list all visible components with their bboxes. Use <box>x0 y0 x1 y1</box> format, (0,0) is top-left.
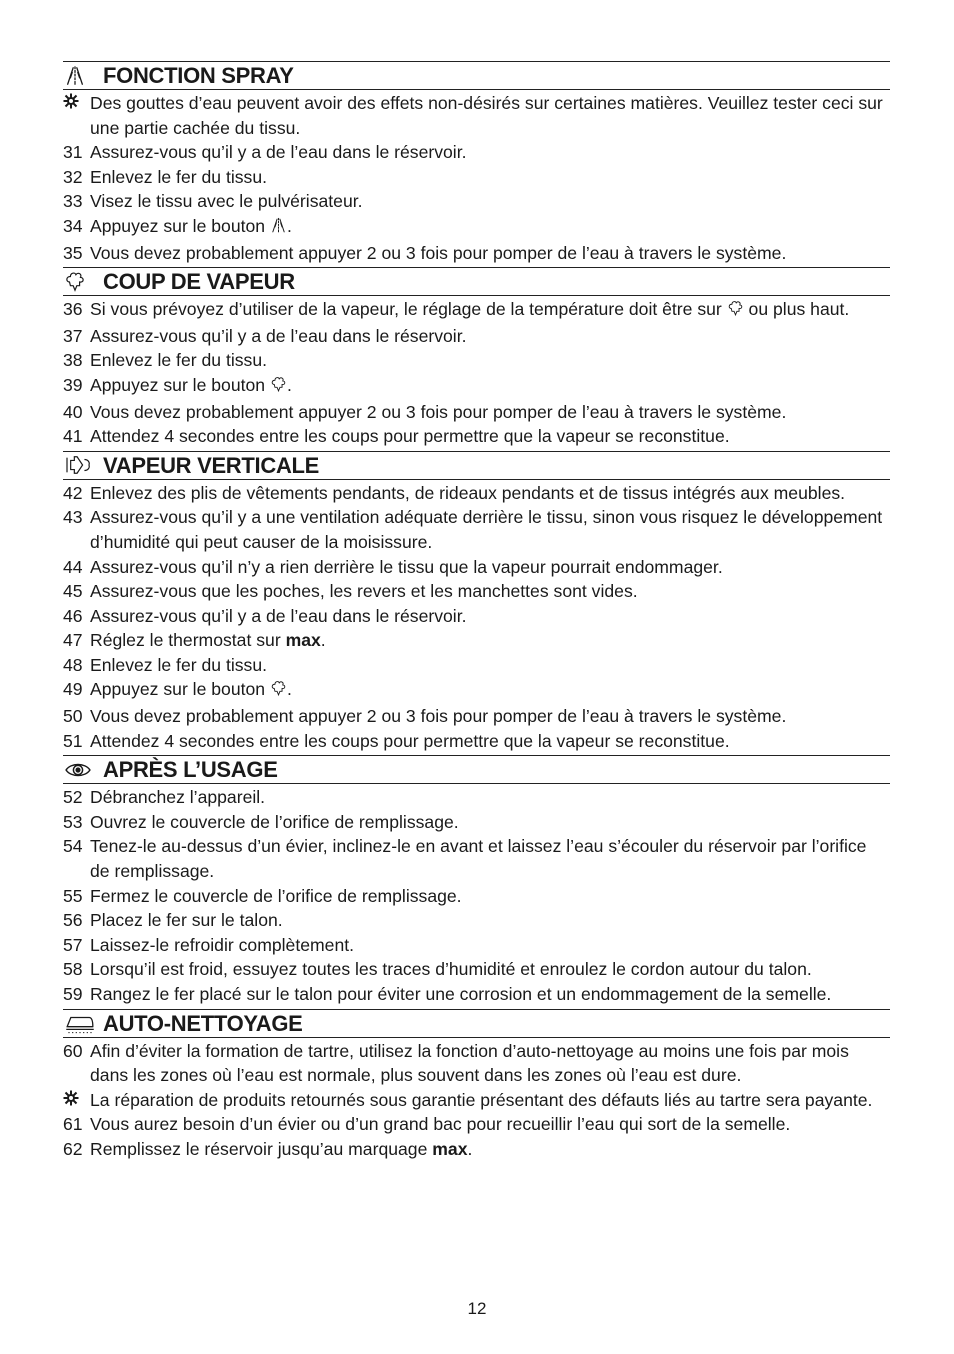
list-item <box>63 165 890 190</box>
list-item <box>63 957 890 982</box>
item-text: Tenez-le au-dessus d’un évier, inclinez-le en avant et laissez l’eau s’écouler du réservoir par l’orifice de remplissage. <box>90 836 867 882</box>
item-number: 62 <box>63 1138 83 1159</box>
list-item <box>63 785 890 810</box>
item-number: 53 <box>63 811 83 832</box>
list-item <box>63 628 890 653</box>
item-text: Assurez-vous qu’il y a de l’eau dans le réservoir. <box>90 142 467 163</box>
steam-shot-icon <box>270 375 287 400</box>
list-item <box>63 214 890 241</box>
list-item <box>63 579 890 604</box>
list-item <box>63 424 890 449</box>
list-item <box>63 604 890 629</box>
section-header <box>63 755 890 784</box>
list-item <box>63 400 890 425</box>
list-item <box>63 241 890 266</box>
section-header <box>63 451 890 480</box>
item-text: Vous aurez besoin d’un évier ou d’un grand bac pour recueillir l’eau qui sort de la semelle. <box>90 1114 791 1135</box>
list-item <box>63 1112 890 1137</box>
item-number: 46 <box>63 605 83 626</box>
list-item <box>63 1039 890 1088</box>
bold-term: max <box>285 630 321 651</box>
list-item <box>63 933 890 958</box>
item-text: Enlevez le fer du tissu. <box>90 166 268 187</box>
item-text: Vous devez probablement appuyer 2 ou 3 fois pour pomper de l’eau à travers le système. <box>90 706 787 727</box>
item-text: Placez le fer sur le talon. <box>90 910 283 931</box>
section-title: APRÈS L’USAGE <box>103 757 278 783</box>
item-number: 49 <box>63 679 83 700</box>
item-text: Laissez-le refroidir complètement. <box>90 934 355 955</box>
item-text: Réglez le thermostat sur max. <box>90 630 326 651</box>
item-number: 35 <box>63 242 83 263</box>
section-title: COUP DE VAPEUR <box>103 269 295 295</box>
item-text: Lorsqu’il est froid, essuyez toutes les traces d’humidité et enroulez le cordon autour du talon. <box>90 959 812 980</box>
item-text: Remplissez le réservoir jusqu’au marquage max. <box>90 1138 473 1159</box>
list-item <box>63 1137 890 1162</box>
page-number: 12 <box>467 1299 487 1318</box>
item-number: 60 <box>63 1040 83 1061</box>
item-number: 59 <box>63 984 83 1004</box>
item-text: Assurez-vous qu’il n’y a rien derrière le tissu que la vapeur pourrait endommager. <box>90 556 723 577</box>
section-title: AUTO-NETTOYAGE <box>103 1010 303 1036</box>
section-title: VAPEUR VERTICALE <box>103 452 320 478</box>
item-number: 34 <box>63 215 83 236</box>
list-item <box>63 908 890 933</box>
item-text: Visez le tissu avec le pulvérisateur. <box>90 191 363 212</box>
list-item <box>63 677 890 704</box>
item-number: 39 <box>63 374 83 395</box>
item-number: 31 <box>63 142 83 163</box>
item-text: Vous devez probablement appuyer 2 ou 3 fois pour pomper de l’eau à travers le système. <box>90 242 787 263</box>
item-text: Appuyez sur le bouton . <box>90 214 890 241</box>
item-number: 41 <box>63 426 83 447</box>
section-header <box>63 1009 890 1038</box>
list-item <box>63 324 890 349</box>
item-number: 58 <box>63 959 83 980</box>
list-item <box>63 505 890 554</box>
list-item <box>63 704 890 729</box>
item-text: Attendez 4 secondes entre les coups pour permettre que la vapeur se reconstitue. <box>90 426 730 447</box>
item-number: 61 <box>63 1114 83 1135</box>
steam-shot-icon <box>63 267 103 296</box>
self-clean-icon <box>63 1009 103 1038</box>
item-text: Appuyez sur le bouton . <box>90 373 890 400</box>
item-text: Vous devez probablement appuyer 2 ou 3 fois pour pomper de l’eau à travers le système. <box>90 401 787 422</box>
list-item <box>63 834 890 883</box>
item-number: 55 <box>63 885 83 906</box>
item-text: Appuyez sur le bouton . <box>90 677 890 704</box>
item-number: 37 <box>63 325 83 346</box>
item-text: Assurez-vous qu’il y a de l’eau dans le réservoir. <box>90 605 467 626</box>
warning-item <box>63 91 890 140</box>
list-item <box>63 982 890 1007</box>
item-text: Rangez le fer placé sur le talon pour éviter une corrosion et un endommagement de la semelle. <box>90 984 832 1004</box>
item-text: Enlevez le fer du tissu. <box>90 350 268 371</box>
item-number: 32 <box>63 166 83 187</box>
item-number: 45 <box>63 581 83 602</box>
list-item <box>63 729 890 754</box>
instruction-list <box>63 481 890 754</box>
manual-page <box>63 61 890 1164</box>
item-text: Ouvrez le couvercle de l’orifice de remplissage. <box>90 811 459 832</box>
instruction-list <box>63 785 890 1006</box>
item-number: 42 <box>63 482 83 503</box>
item-number: 36 <box>63 299 83 320</box>
warning-star-icon <box>63 93 79 109</box>
section-title: FONCTION SPRAY <box>103 63 294 88</box>
item-number: 54 <box>63 836 83 857</box>
item-number: 50 <box>63 706 83 727</box>
instruction-list <box>63 297 890 449</box>
item-number: 44 <box>63 556 83 577</box>
spray-icon <box>270 216 287 241</box>
section-header <box>63 267 890 296</box>
item-text: Fermez le couvercle de l’orifice de remplissage. <box>90 885 462 906</box>
item-number: 33 <box>63 191 83 212</box>
eye-icon <box>63 755 103 784</box>
item-text: Assurez-vous que les poches, les revers et les manchettes sont vides. <box>90 581 638 602</box>
item-text: Débranchez l’appareil. <box>90 787 266 808</box>
item-text: Attendez 4 secondes entre les coups pour permettre que la vapeur se reconstitue. <box>90 730 730 751</box>
item-text: Afin d’éviter la formation de tartre, utilisez la fonction d’auto-nettoyage au moins une fois par mois dans les zones où l’eau est normale, plus souvent dans les zones où l’eau est dure. <box>90 1040 849 1086</box>
list-item <box>63 653 890 678</box>
list-item <box>63 373 890 400</box>
steam-shot-icon <box>727 299 744 324</box>
item-text: Assurez-vous qu’il y a une ventilation adéquate derrière le tissu, sinon vous risquez le développement d’humidité qui peut causer de la moisissure. <box>90 507 883 552</box>
item-number: 51 <box>63 730 83 751</box>
item-text: Assurez-vous qu’il y a de l’eau dans le réservoir. <box>90 325 467 346</box>
list-item <box>63 555 890 580</box>
item-number: 48 <box>63 654 83 675</box>
item-text: La réparation de produits retournés sous garantie présentant des défauts liés au tartre sera payante. <box>90 1089 873 1110</box>
item-number: 52 <box>63 787 83 808</box>
list-item <box>63 810 890 835</box>
item-number: 47 <box>63 630 83 651</box>
instruction-list <box>63 91 890 265</box>
bold-term: max <box>432 1138 468 1159</box>
section-header <box>63 61 890 90</box>
list-item <box>63 140 890 165</box>
item-text: Des gouttes d’eau peuvent avoir des effets non-désirés sur certaines matières. Veuillez tester ceci sur une partie cachée du tissu. <box>90 93 883 138</box>
item-number: 57 <box>63 934 83 955</box>
item-text: Enlevez des plis de vêtements pendants, de rideaux pendants et de tissus intégrés aux meubles. <box>90 482 846 503</box>
item-text: Enlevez le fer du tissu. <box>90 654 268 675</box>
item-number: 56 <box>63 910 83 931</box>
spray-icon <box>63 61 103 90</box>
item-text: Si vous prévoyez d’utiliser de la vapeur, le réglage de la température doit être sur ou plus haut. <box>90 297 890 324</box>
list-item <box>63 481 890 506</box>
vertical-steam-icon <box>63 451 103 480</box>
steam-shot-icon <box>270 679 287 704</box>
item-number <box>63 1088 90 1113</box>
list-item <box>63 884 890 909</box>
list-item <box>63 189 890 214</box>
list-item <box>63 297 890 324</box>
warning-item <box>63 1088 890 1113</box>
instruction-list <box>63 1039 890 1162</box>
item-number: 40 <box>63 401 83 422</box>
item-number: 43 <box>63 507 83 528</box>
list-item <box>63 348 890 373</box>
item-number: 38 <box>63 350 83 371</box>
item-number <box>63 91 90 140</box>
warning-star-icon <box>63 1090 79 1106</box>
